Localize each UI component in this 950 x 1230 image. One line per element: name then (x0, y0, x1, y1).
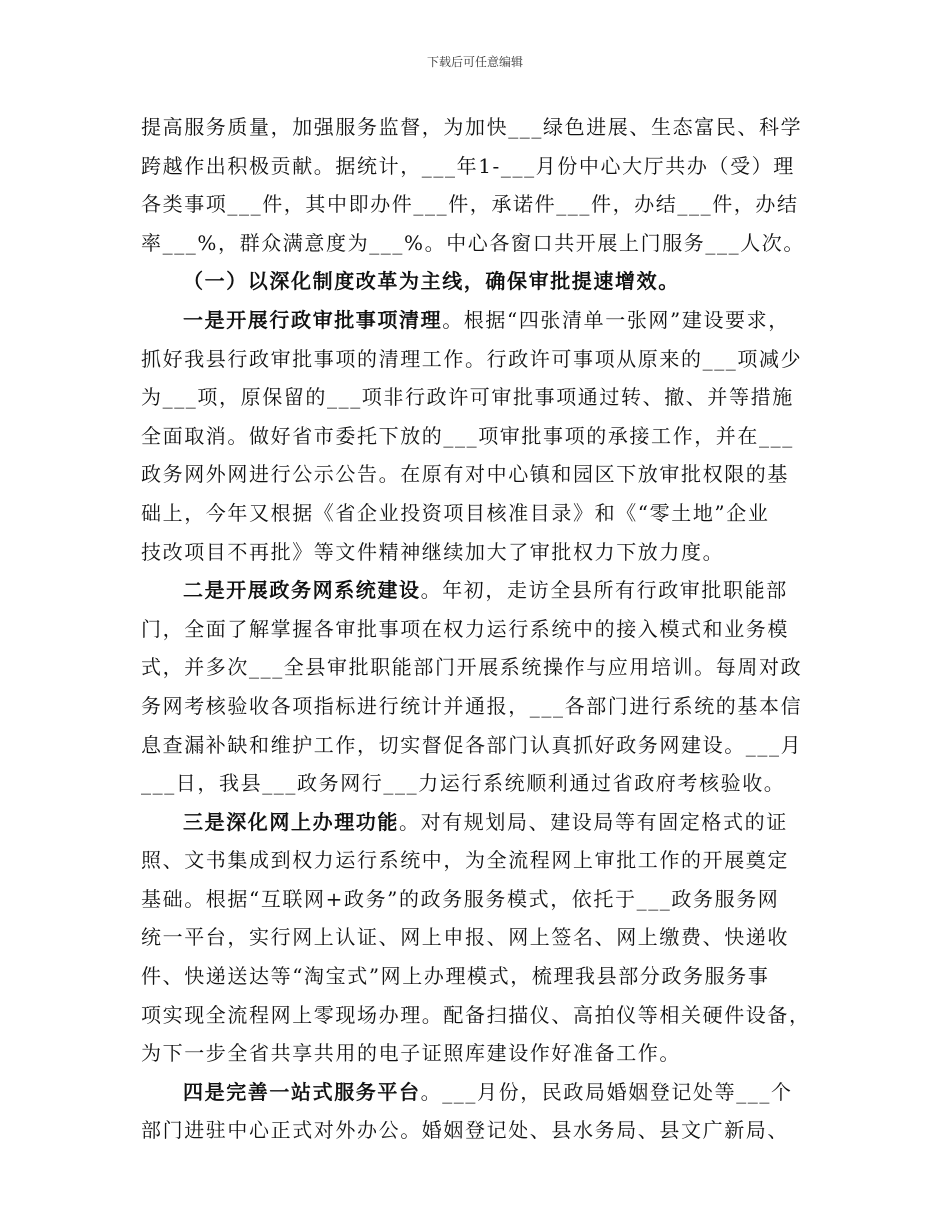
text-line: 技改项目不再批》等文件精神继续加大了审批权力下放力度。 (141, 539, 725, 564)
page-header: 下载后可任意编辑 (426, 55, 523, 69)
text-line: 提高服务质量，加强服务监督，为加快___绿色进展、生态富民、科学 (141, 115, 803, 139)
text-line: 照、文书集成到权力运行系统中，为全流程网上审批工作的开展奠定 (141, 848, 789, 873)
paragraph-first-line: 四是完善一站式服务平台。___月份，民政局婚姻登记处等___个 (183, 1079, 793, 1104)
paragraph-lead: 四是完善一站式服务平台 (183, 1079, 421, 1104)
text-line: 率___%，群众满意度为___%。中心各窗口共开展上门服务___人次。 (141, 230, 806, 255)
text-line: 基础。根据“互联网+政务”的政务服务模式，依托于___政务服务网 (141, 886, 780, 911)
text-line: 为___项，原保留的___项非行政许可审批事项通过转、撤、并等措施 (141, 385, 794, 410)
text-line: 各类事项___件，其中即办件___件，承诺件___件，办结___件，办结 (141, 192, 799, 217)
text-line: 础上，今年又根据《省企业投资项目核准目录》和《“零土地”企业 (141, 500, 770, 525)
text-line: 全面取消。做好省市委托下放的___项审批事项的承接工作，并在___ (141, 423, 794, 448)
text-line: 务网考核验收各项指标进行统计并通报，___各部门进行系统的基本信 (141, 693, 803, 718)
text-line: 式，并多次___全县审批职能部门开展系统操作与应用培训。每周对政 (141, 655, 803, 680)
text-line: 息查漏补缺和维护工作，切实督促各部门认真抓好政务网建设。___月 (141, 732, 803, 757)
text-line: 项实现全流程网上零现场办理。配备扫描仪、高拍仪等相关硬件设备， (141, 1002, 811, 1027)
text-line: 抓好我县行政审批事项的清理工作。行政许可事项从原来的___项减少 (141, 346, 803, 371)
text-line: 部门进驻中心正式对外办公。婚姻登记处、县水务局、县文广新局、 (141, 1118, 789, 1143)
paragraph-lead: 三是深化网上办理功能 (183, 809, 399, 834)
paragraph-lead: 二是开展政务网系统建设 (183, 578, 421, 603)
text-line: 件、快递送达等“淘宝式”网上办理模式，梳理我县部分政务服务事 (141, 964, 770, 989)
text-line: 政务网外网进行公示公告。在原有对中心镇和园区下放审批权限的基 (141, 462, 789, 487)
text-line: 为下一步全省共享共用的电子证照库建设作好准备工作。 (141, 1041, 681, 1066)
paragraph-lead: 一是开展行政审批事项清理 (183, 307, 443, 332)
text-line: 统一平台，实行网上认证、网上申报、网上签名、网上缴费、快递收 (141, 925, 789, 950)
text-line: 跨越作出积极贡献。据统计，___年1-___月份中心大厅共办（受）理 (141, 153, 795, 178)
paragraph-first-line: 二是开展政务网系统建设。年初，走访全县所有行政审批职能部 (183, 578, 788, 603)
paragraph-first-line: 三是深化网上办理功能。对有规划局、建设局等有固定格式的证 (183, 809, 788, 834)
document-body (141, 108, 821, 1150)
text-line: ___日，我县___政务网行___力运行系统顺利通过省政府考核验收。 (141, 771, 786, 796)
text-line: 门，全面了解掌握各审批事项在权力运行系统中的接入模式和业务模 (141, 616, 789, 641)
paragraph-first-line: 一是开展行政审批事项清理。根据“四张清单一张网”建设要求， (183, 307, 790, 332)
section-heading: （一）以深化制度改革为主线，确保审批提速增效。 (183, 269, 680, 294)
